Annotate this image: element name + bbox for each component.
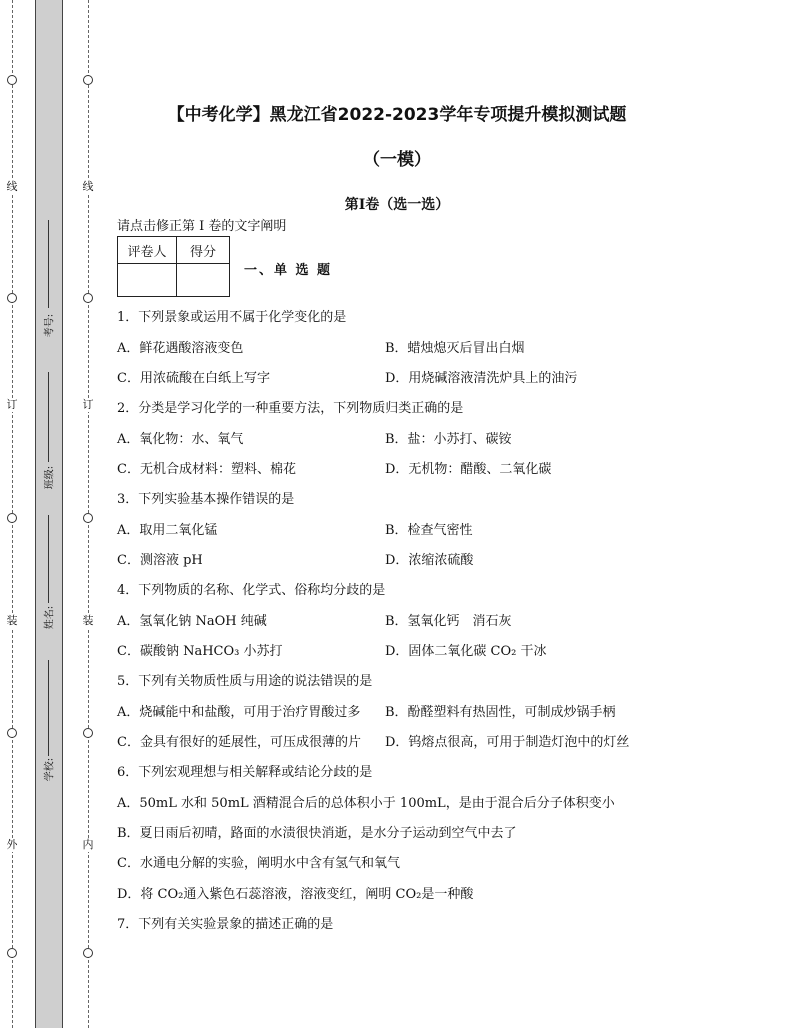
binding-hole (83, 728, 93, 738)
option-c: C．无机合成材料：塑料、棉花 (117, 462, 296, 477)
page-title: 【中考化学】黑龙江省2022-2023学年专项提升模拟测试题 (167, 105, 627, 125)
option-b: B．夏日雨后初晴，路面的水渍很快消逝，是水分子运动到空气中去了 (117, 826, 517, 841)
option-c: C．测溶液 pH (117, 553, 203, 568)
binding-char-inner: 内 (82, 838, 94, 851)
binding-char-outer: 外 (6, 838, 18, 851)
binding-hole (7, 948, 17, 958)
page-subtitle: （一模） (363, 150, 431, 170)
grader-cell[interactable] (118, 264, 177, 297)
question-stem: 1．下列景象或运用不属于化学变化的是 (117, 310, 347, 325)
question-stem: 7．下列有关实验景象的描述正确的是 (117, 917, 334, 932)
binding-hole (7, 728, 17, 738)
option-c: C．碳酸钠 NaHCO₃ 小苏打 (117, 644, 283, 659)
exam-number-label: 考号: (44, 313, 56, 338)
exam-number-line (48, 220, 50, 308)
option-b: B．盐：小苏打、碳铵 (385, 432, 512, 447)
school-line (48, 660, 50, 756)
binding-hole (83, 75, 93, 85)
binding-char-inner: 装 (82, 614, 94, 627)
name-label: 姓名: (44, 605, 56, 630)
grader-header: 评卷人 (118, 237, 177, 264)
binding-hole (83, 513, 93, 523)
question-stem: 6．下列宏观理想与相关解释或结论分歧的是 (117, 765, 373, 780)
option-a: A．氧化物：水、氧气 (117, 432, 244, 447)
binding-hole (83, 293, 93, 303)
school-label: 学校: (44, 757, 56, 782)
option-c: C．用浓硫酸在白纸上写字 (117, 371, 270, 386)
binding-char-inner: 线 (82, 180, 94, 193)
question-stem: 4．下列物质的名称、化学式、俗称均分歧的是 (117, 583, 386, 598)
option-a: A．取用二氧化锰 (117, 523, 218, 538)
class-label: 班级: (44, 465, 56, 490)
option-d: D．将 CO₂通入紫色石蕊溶液，溶液变红，阐明 CO₂是一种酸 (117, 887, 474, 902)
option-c: C．金具有很好的延展性，可压成很薄的片 (117, 735, 361, 750)
section-title: 第I卷（选一选） (344, 197, 450, 213)
binding-char-inner: 订 (82, 398, 94, 411)
option-b: B．蜡烛熄灭后冒出白烟 (385, 341, 525, 356)
score-header: 得分 (177, 237, 230, 264)
binding-hole (7, 75, 17, 85)
option-d: D．无机物：醋酸、二氧化碳 (385, 462, 552, 477)
question-stem: 2．分类是学习化学的一种重要方法，下列物质归类正确的是 (117, 401, 464, 416)
option-b: B．酚醛塑料有热固性，可制成炒锅手柄 (385, 705, 616, 720)
binding-char-outer: 订 (6, 398, 18, 411)
binding-hole (83, 948, 93, 958)
option-a: A．氢氧化钠 NaOH 纯碱 (117, 614, 267, 629)
option-a: A．鲜花遇酸溶液变色 (117, 341, 244, 356)
option-b: B．氢氧化钙 消石灰 (385, 614, 512, 629)
question-stem: 3．下列实验基本操作错误的是 (117, 492, 295, 507)
option-d: D．固体二氧化碳 CO₂ 干冰 (385, 644, 547, 659)
class-line (48, 372, 50, 462)
question-stem: 5．下列有关物质性质与用途的说法错误的是 (117, 674, 373, 689)
binding-hole (7, 513, 17, 523)
binding-hole (7, 293, 17, 303)
option-d: D．用烧碱溶液清洗炉具上的油污 (385, 371, 578, 386)
option-a: A．50mL 水和 50mL 酒精混合后的总体积小于 100mL，是由于混合后分子体积变小 (117, 796, 615, 811)
binding-strip (35, 0, 63, 1028)
instruction-note: 请点击修正第 I 卷的文字阐明 (117, 219, 287, 234)
score-cell[interactable] (177, 264, 230, 297)
binding-char-outer: 装 (6, 614, 18, 627)
option-a: A．烧碱能中和盐酸，可用于治疗胃酸过多 (117, 705, 361, 720)
score-table (117, 236, 230, 297)
part-title: 一、单 选 题 (244, 263, 333, 278)
binding-char-outer: 线 (6, 180, 18, 193)
name-line (48, 515, 50, 603)
option-d: D．浓缩浓硫酸 (385, 553, 474, 568)
option-b: B．检查气密性 (385, 523, 473, 538)
option-c: C．水通电分解的实验，阐明水中含有氢气和氧气 (117, 856, 400, 871)
option-d: D．钨熔点很高，可用于制造灯泡中的灯丝 (385, 735, 630, 750)
